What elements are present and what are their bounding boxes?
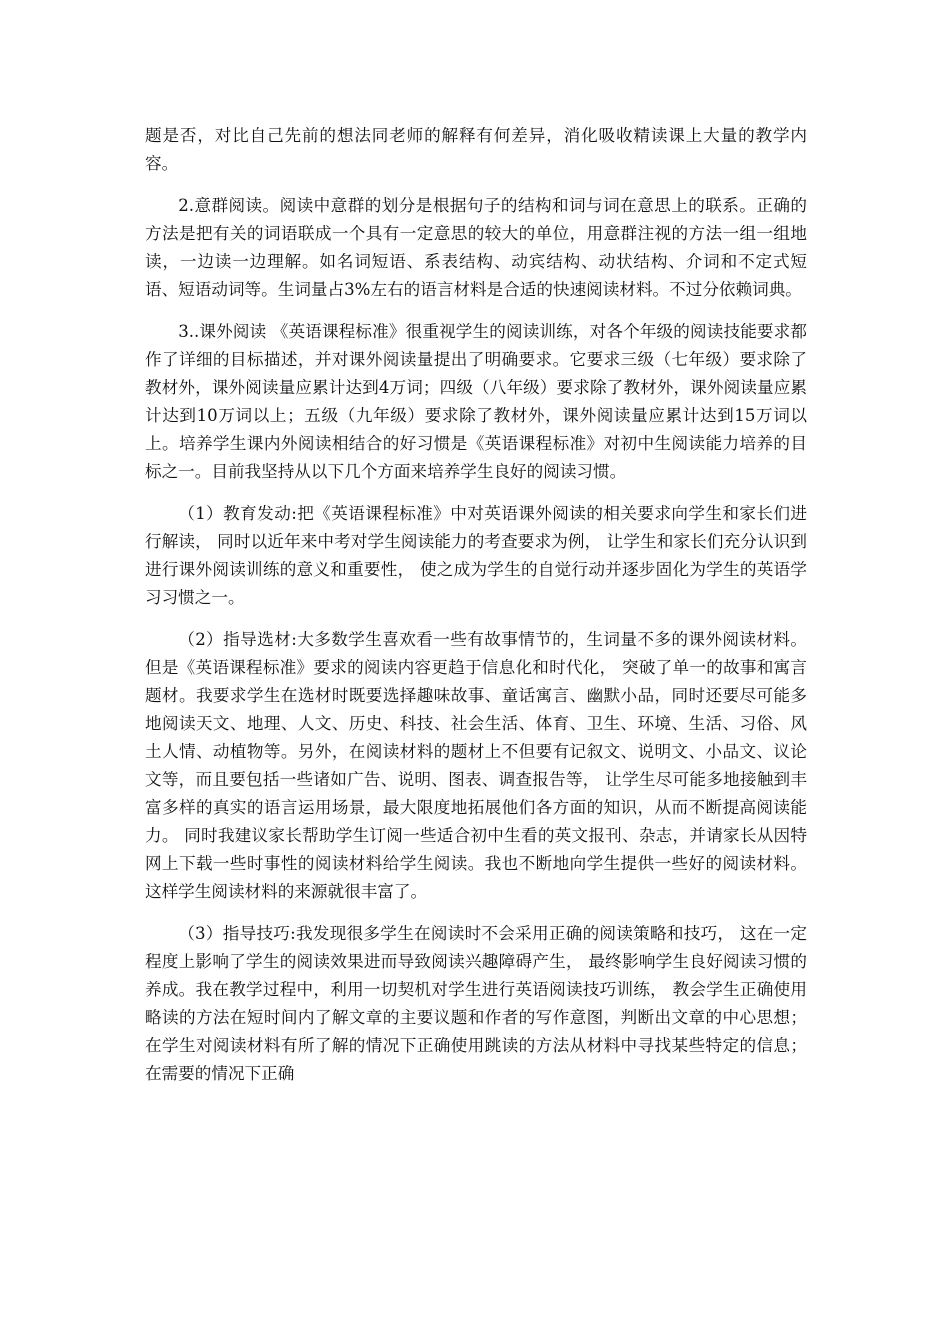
paragraph-continuation: 题是否，对比自己先前的想法同老师的解释有何差异，消化吸收精读课上大量的教学内容。 [145,126,807,173]
paragraph-reading-techniques: （3）指导技巧:我发现很多学生在阅读时不会采用正确的阅读策略和技巧， 这在一定程度上影响了学生的阅读效果进而导致阅读兴趣障碍产生， 最终影响学生良好阅读习惯的养成。我在教学过程中，利用一切契机对学生进行英语阅读技巧训练， 教会学生正确使用略读的方法在短时间内了解文章的主要议题和作者的写作意图，判断出文章的中心思想；在学生对阅读材料有所了解的情况下正确使用跳读的方法从材料中寻找某些特定的信息； 在需要的情况下正确 [145,924,807,1083]
paragraph-meaning-group-reading: 2.意群阅读。阅读中意群的划分是根据句子的结构和词与词在意思上的联系。正确的方法是把有关的词语联成一个具有一定意思的较大的单位，用意群注视的方法一组一组地读，一边读一边理解。如名词短语、系表结构、动宾结构、动状结构、介词和不定式短语、短语动词等。生词量占3%左右的语言材料是合适的快速阅读材料。不过分依赖词典。 [145,196,807,299]
paragraph-material-selection: （2）指导选材:大多数学生喜欢看一些有故事情节的，生词量不多的课外阅读材料。但是《英语课程标准》要求的阅读内容更趋于信息化和时代化， 突破了单一的故事和寓言题材。我要求学生在选材时既要选择趣味故事、童话寓言、幽默小品，同时还要尽可能多地阅读天文、地理、人文、历史、科技、社会生活、体育、卫生、环境、生活、习俗、风土人情、动植物等。另外，在阅读材料的题材上不但要有记叙文、说明文、小品文、议论文等，而且要包括一些诸如广告、说明、图表、调查报告等， 让学生尽可能多地接触到丰富多样的真实的语言运用场景，最大限度地拓展他们各方面的知识，从而不断提高阅读能力。 同时我建议家长帮助学生订阅一些适合初中生看的英文报刊、杂志，并请家长从因特网上下载一些时事性的阅读材料给学生阅读。我也不断地向学生提供一些好的阅读材料。这样学生阅读材料的来源就很丰富了。 [145,630,807,901]
document-body [145,122,807,1102]
paragraph-extracurricular-reading: 3..课外阅读 《英语课程标准》很重视学生的阅读训练，对各个年级的阅读技能要求都作了详细的目标描述，并对课外阅读量提出了明确要求。它要求三级（七年级）要求除了教材外，课外阅读量应累计达到4万词；四级（八年级）要求除了教材外，课外阅读量应累计达到10万词以上；五级（九年级）要求除了教材外，课外阅读量应累计达到15万词以上。培养学生课内外阅读相结合的好习惯是《英语课程标准》对初中生阅读能力培养的目标之一。目前我坚持从以下几个方面来培养学生良好的阅读习惯。 [145,322,807,481]
paragraph-education-mobilization: （1）教育发动:把《英语课程标准》中对英语课外阅读的相关要求向学生和家长们进行解读， 同时以近年来中考对学生阅读能力的考查要求为例， 让学生和家长们充分认识到进行课外阅读训练的意义和重要性， 使之成为学生的自觉行动并逐步固化为学生的英语学习习惯之一。 [145,504,807,607]
